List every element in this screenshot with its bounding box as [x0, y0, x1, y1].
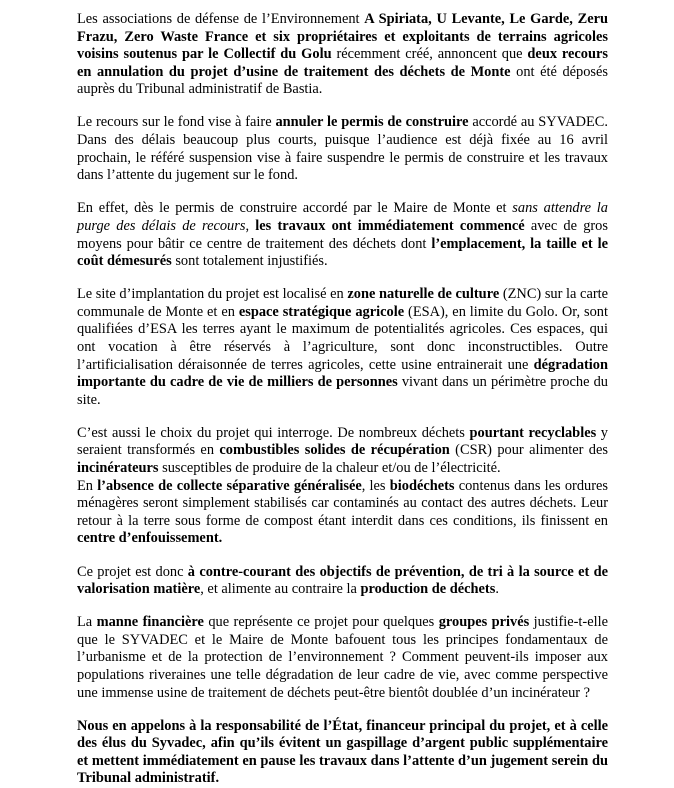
- text-run: sont totalement injustifiés.: [171, 253, 328, 270]
- text-run: , et alimente au contraire la: [200, 581, 361, 598]
- text-run: susceptibles de produire de la chaleur et/ou de l’électricité.: [158, 460, 501, 477]
- emphasis-bold: centre d’enfouissement.: [77, 530, 223, 547]
- emphasis-bold: l’absence de collecte séparative généralisée: [97, 477, 362, 494]
- text-run: que représente ce projet pour quelques: [203, 614, 439, 631]
- paragraph-p5-choix-projet: [77, 425, 608, 548]
- text-run: avec de gros moyens pour bâtir ce centre de traitement des déchets dont: [77, 217, 608, 252]
- emphasis-bold: incinérateurs: [77, 460, 159, 477]
- emphasis-bold: production de déchets: [360, 581, 496, 598]
- paragraph-p3-travaux-commences: [77, 200, 608, 270]
- text-run: (CSR) pour alimenter des: [449, 442, 608, 459]
- text-run: Le site d’implantation du projet est localisé en: [77, 286, 348, 303]
- text-run: ,: [245, 217, 256, 234]
- emphasis-italic: sans attendre la purge des délais de recours: [77, 200, 608, 234]
- paragraph-p7-manne-financiere: [77, 614, 608, 702]
- text-run: La: [77, 614, 97, 631]
- text-run: accordé au SYVADEC. Dans des délais beaucoup plus courts, puisque l’audience est déjà fixée au 16 avril prochain, le référé suspension vise à faire suspendre le permis de construire et les travaux dans l’attente du jugement sur le fond.: [77, 114, 609, 184]
- emphasis-bold: manne financière: [96, 614, 204, 631]
- emphasis-bold: deux recours en annulation du projet d’usine de traitement des déchets de Monte: [77, 46, 608, 80]
- emphasis-bold: A Spiriata, U Levante, Le Garde, Zeru Frazu, Zero Waste France et six propriétaires et exploitants de terrains agricoles voisins soutenus par le Collectif du Golu: [77, 11, 608, 63]
- document-body: [77, 11, 608, 788]
- text-run: , les: [361, 477, 390, 494]
- emphasis-bold: biodéchets: [389, 477, 455, 494]
- text-run: En: [77, 477, 98, 494]
- emphasis-bold: l’emplacement, la taille et le coût démesurés: [77, 235, 608, 270]
- paragraph-p8-appel-responsabilite: [77, 718, 608, 788]
- paragraph-p4-site-implantation: [77, 286, 608, 409]
- text-run: (ZNC) sur la carte communale de Monte et en: [77, 286, 609, 320]
- emphasis-bold: Nous en appelons à la responsabilité de l’État, financeur principal du projet, et à celle des élus du Syvadec, afin qu’ils évitent un gaspillage d’argent public supplémentaire et mettent immédiatement en pause les travaux dans l’attente d’un jugement serein du Tribunal administratif.: [77, 717, 608, 787]
- text-run: Ce projet est donc: [77, 563, 188, 580]
- emphasis-bold: zone naturelle de culture: [347, 286, 500, 303]
- text-run: y seraient transformés en: [77, 424, 609, 459]
- text-run: .: [495, 581, 499, 598]
- text-run: récemment créé, annoncent que: [331, 46, 528, 63]
- text-run: Le recours sur le fond vise à faire: [77, 114, 276, 131]
- text-run: vivant dans un périmètre proche du site.: [77, 374, 608, 408]
- text-run: justifie-t-elle que le SYVADEC et le Maire de Monte bafouent tous les principes fondamentaux de l’urbanisme et de la protection de l’environnement ? Comment peuvent-ils imposer aux populations riveraines une telle dégradation de leur cadre de vie, avec comme perspective une immense usine de traitement de déchets peut-être bientôt doublée d’un incinérateur ?: [77, 614, 608, 701]
- text-run: (ESA), en limite du Golo. Or, sont qualifiées d’ESA les terres ayant le maximum de potentialités agricoles. Ces espaces, qui ont vocation à être réservés à l’agriculture, sont donc inconstructibles. Outre l’artificialisation déraisonnée de terres agricoles, cette usine entrainerait une: [77, 303, 608, 373]
- emphasis-bold: annuler le permis de construire: [275, 114, 469, 131]
- text-run: C’est aussi le choix du projet qui interroge. De nombreux déchets: [77, 424, 470, 441]
- text-run: contenus dans les ordures ménagères seront simplement stabilisés car contaminés au contact des autres déchets. Leur retour à la terre sous forme de compost étant interdit dans ces conditions, ils finissent en: [77, 477, 608, 529]
- emphasis-bold: pourtant recyclables: [469, 424, 597, 441]
- emphasis-bold: groupes privés: [438, 614, 530, 631]
- paragraph-p1-recours-annonce: [77, 11, 608, 99]
- emphasis-bold: dégradation importante du cadre de vie de milliers de personnes: [77, 356, 608, 391]
- emphasis-bold: espace stratégique agricole: [238, 303, 405, 320]
- emphasis-bold: les travaux ont immédiatement commencé: [255, 217, 525, 234]
- paragraph-p6-contre-courant: [77, 564, 608, 599]
- paragraph-p2-recours-fond: [77, 114, 608, 184]
- text-run: En effet, dès le permis de construire accordé par le Maire de Monte et: [77, 200, 513, 217]
- text-run: ont été déposés auprès du Tribunal administratif de Bastia.: [77, 63, 609, 98]
- emphasis-bold: à contre-courant des objectifs de prévention, de tri à la source et de valorisation matière: [77, 563, 608, 598]
- text-run: Les associations de défense de l’Environnement: [77, 11, 365, 27]
- emphasis-bold: combustibles solides de récupération: [219, 442, 450, 459]
